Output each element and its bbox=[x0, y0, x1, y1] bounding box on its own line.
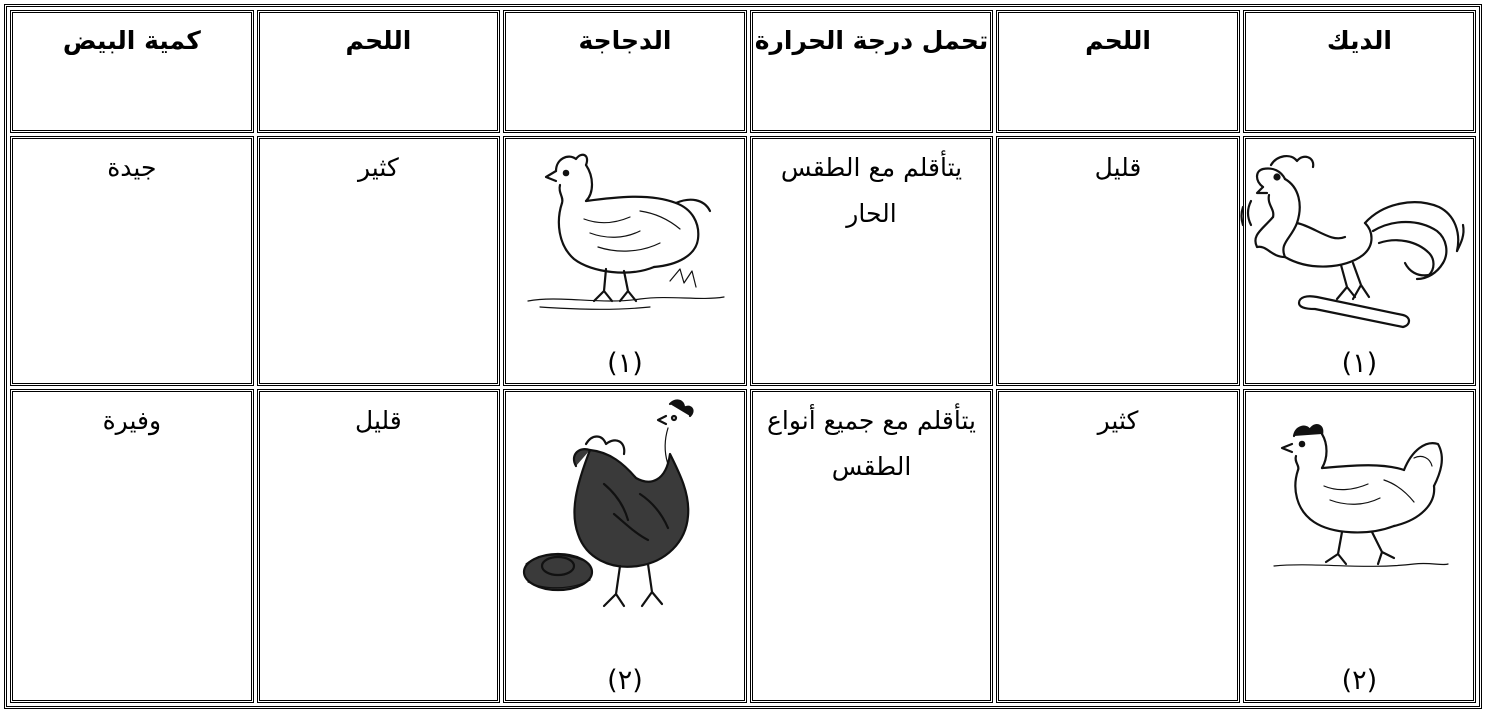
hen-cell bbox=[503, 389, 747, 703]
header-heat-tolerance: تحمل درجة الحرارة bbox=[750, 10, 994, 133]
poultry-comparison-table bbox=[4, 4, 1482, 709]
rooster-meat-cell: كثير bbox=[996, 389, 1240, 703]
hen-with-nest-icon bbox=[520, 394, 730, 624]
heat-tolerance-cell: يتأقلم مع الطقس الحار bbox=[750, 136, 994, 386]
rooster-meat-cell: قليل bbox=[996, 136, 1240, 386]
egg-amount-cell: جيدة bbox=[10, 136, 254, 386]
hen-label: (١) bbox=[607, 348, 643, 379]
rooster-label: (١) bbox=[1341, 348, 1378, 379]
hen-outline-icon bbox=[1264, 414, 1454, 584]
header-rooster: الديك bbox=[1243, 10, 1476, 133]
rooster-label: (٢) bbox=[1341, 665, 1378, 696]
hen-cell bbox=[503, 136, 747, 386]
header-meat-2: اللحم bbox=[257, 10, 501, 133]
comparison-table-wrapper bbox=[4, 4, 1482, 709]
rooster-cell bbox=[1243, 136, 1476, 386]
hen-meat-cell: قليل bbox=[257, 389, 501, 703]
table-row bbox=[10, 389, 1476, 703]
header-row bbox=[10, 10, 1476, 133]
rooster-cell bbox=[1243, 389, 1476, 703]
heat-tolerance-cell: يتأقلم مع جميع أنواع الطقس bbox=[750, 389, 994, 703]
header-egg-amount: كمية البيض bbox=[10, 10, 254, 133]
crowing-rooster-icon bbox=[1233, 147, 1473, 337]
hen-meat-cell: كثير bbox=[257, 136, 501, 386]
header-meat-1: اللحم bbox=[996, 10, 1240, 133]
white-hen-icon bbox=[520, 141, 730, 316]
header-hen: الدجاجة bbox=[503, 10, 747, 133]
egg-amount-cell: وفيرة bbox=[10, 389, 254, 703]
table-row bbox=[10, 136, 1476, 386]
hen-label: (٢) bbox=[607, 665, 643, 696]
